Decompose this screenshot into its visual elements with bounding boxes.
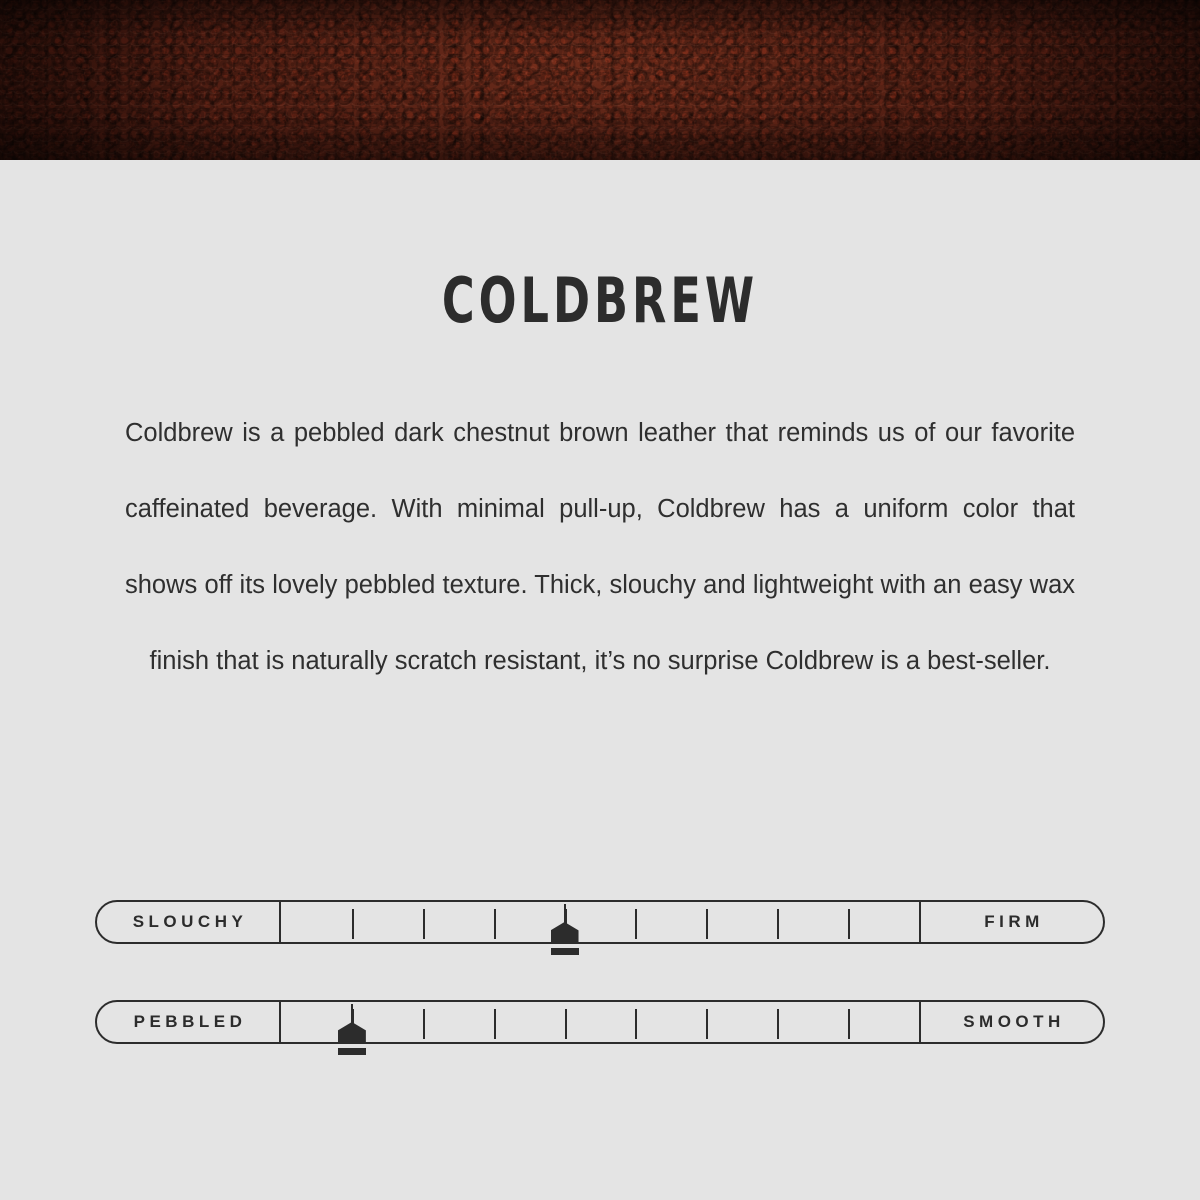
scales-group [0,900,1200,1100]
page-title: COLDBREW [441,264,759,337]
description-block [125,337,1075,699]
scale-tick [494,1009,496,1039]
scale-right-label: SMOOTH [919,1002,1103,1042]
scale-tick [352,909,354,939]
scale-right-label: FIRM [919,902,1103,942]
description-text: Coldbrew is a pebbled dark chestnut brown leather that reminds us of our favorite caffeinated beverage. With minimal pull-up, Coldbrew has a uniform color that shows off its lovely pebbled texture. Thick, slouchy and lightweight with an easy wax finish that is naturally scratch resistant, it’s no surprise Coldbrew is a best-seller. [125,419,1075,675]
scale-tick [706,909,708,939]
scale-structure [95,900,1105,944]
scale-tick [635,909,637,939]
scale-tick [352,1009,354,1039]
scale-tick [777,909,779,939]
scale-middle [281,1002,919,1042]
scale-tick [635,1009,637,1039]
leather-vignette [0,0,1200,160]
scale-track [95,1000,1105,1044]
scale-tick [848,1009,850,1039]
scale-texture [95,1000,1105,1044]
scale-tick [848,909,850,939]
scale-tick [565,1009,567,1039]
scale-middle [281,902,919,942]
scale-tick [565,909,567,939]
scale-tick [706,1009,708,1039]
scale-left-label: PEBBLED [97,1002,281,1042]
scale-track [95,900,1105,944]
marker-base-icon [338,1048,366,1055]
scale-tick [423,1009,425,1039]
scale-tick [777,1009,779,1039]
leather-swatch-image [0,0,1200,160]
scale-left-label: SLOUCHY [97,902,281,942]
scale-tick [494,909,496,939]
marker-base-icon [551,948,579,955]
scale-tick [423,909,425,939]
